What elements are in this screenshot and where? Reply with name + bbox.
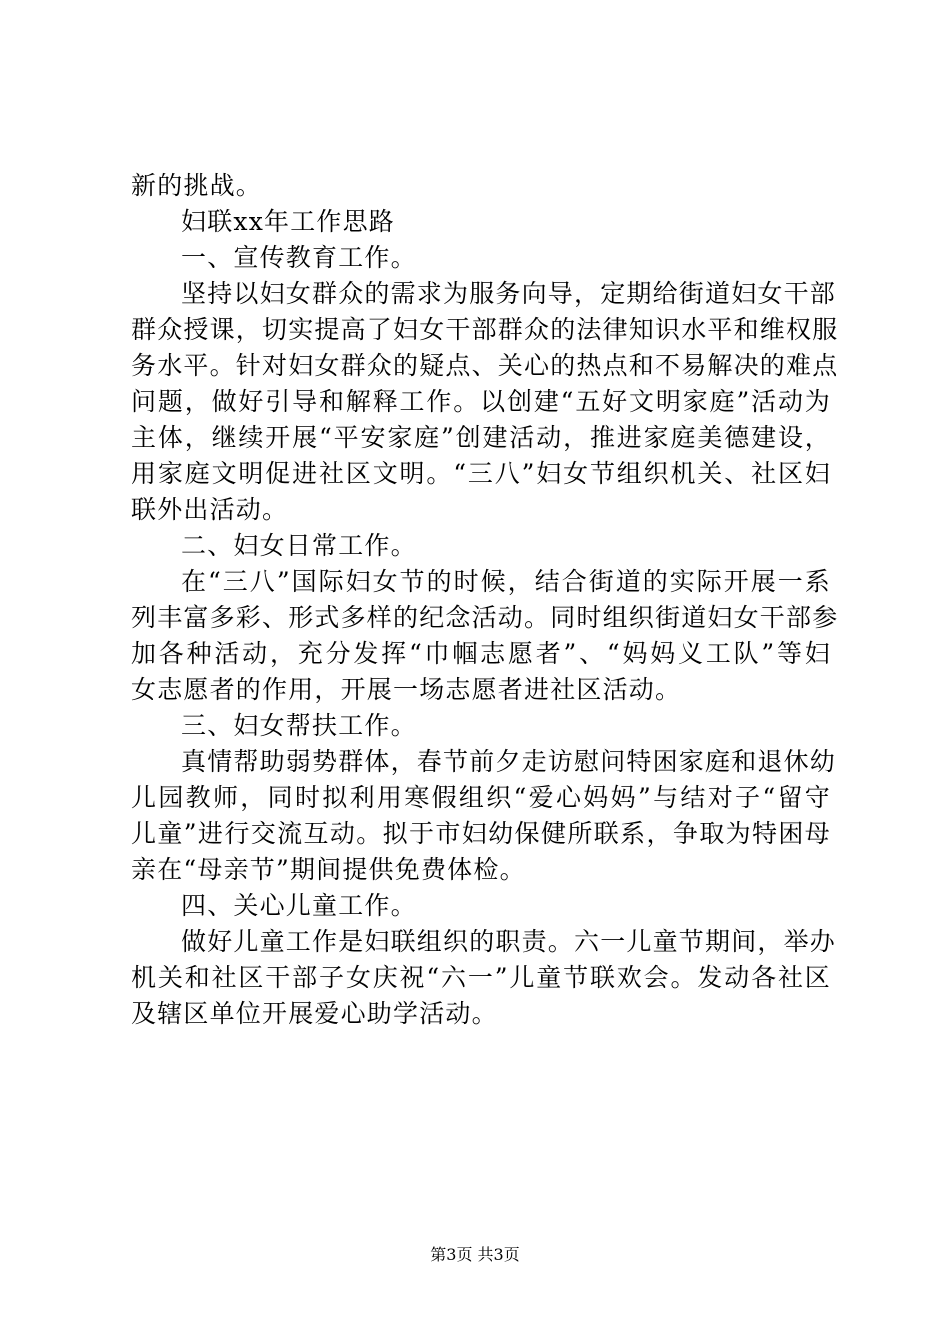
paragraph-line: 女志愿者的作用，开展一场志愿者进社区活动。 <box>131 675 682 704</box>
paragraph-line: 务水平。针对妇女群众的疑点、关心的热点和不易解决的难点 <box>131 351 839 380</box>
paragraph-line: 联外出活动。 <box>131 495 289 524</box>
heading-line: 妇联xx年工作思路 <box>181 207 395 236</box>
paragraph-line: 机关和社区干部子女庆祝“六一”儿童节联欢会。发动各社区 <box>131 963 831 992</box>
section-heading: 二、妇女日常工作。 <box>181 531 417 560</box>
paragraph-line: 真情帮助弱势群体，春节前夕走访慰问特困家庭和退休幼 <box>181 747 837 776</box>
paragraph-line: 及辖区单位开展爱心助学活动。 <box>131 999 498 1028</box>
paragraph-line: 主体，继续开展“平安家庭”创建活动，推进家庭美德建设， <box>131 423 831 452</box>
paragraph-line: 群众授课，切实提高了妇女干部群众的法律知识水平和维权服 <box>131 315 839 344</box>
paragraph-line: 儿童”进行交流互动。拟于市妇幼保健所联系，争取为特困母 <box>131 819 831 848</box>
section-heading: 一、宣传教育工作。 <box>181 243 417 272</box>
paragraph-line: 做好儿童工作是妇联组织的职责。六一儿童节期间，举办 <box>181 927 837 956</box>
page-number-footer: 第3页 共3页 <box>430 1245 520 1264</box>
section-heading: 三、妇女帮扶工作。 <box>181 711 417 740</box>
paragraph-line: 新的挑战。 <box>131 171 263 200</box>
document-body <box>131 168 839 1032</box>
paragraph-line: 在“三八”国际妇女节的时候，结合街道的实际开展一系 <box>181 567 831 596</box>
paragraph-line: 儿园教师，同时拟利用寒假组织“爱心妈妈”与结对子“留守 <box>131 783 831 812</box>
paragraph-line: 加各种活动，充分发挥“巾帼志愿者”、“妈妈义工队”等妇 <box>131 639 831 668</box>
paragraph-line: 用家庭文明促进社区文明。“三八”妇女节组织机关、社区妇 <box>131 459 831 488</box>
paragraph-line: 坚持以妇女群众的需求为服务向导，定期给街道妇女干部 <box>181 279 837 308</box>
paragraph-line: 亲在“母亲节”期间提供免费体检。 <box>131 855 526 884</box>
paragraph-line: 问题，做好引导和解释工作。以创建“五好文明家庭”活动为 <box>131 387 831 416</box>
paragraph-line: 列丰富多彩、形式多样的纪念活动。同时组织街道妇女干部参 <box>131 603 839 632</box>
section-heading: 四、关心儿童工作。 <box>181 891 417 920</box>
